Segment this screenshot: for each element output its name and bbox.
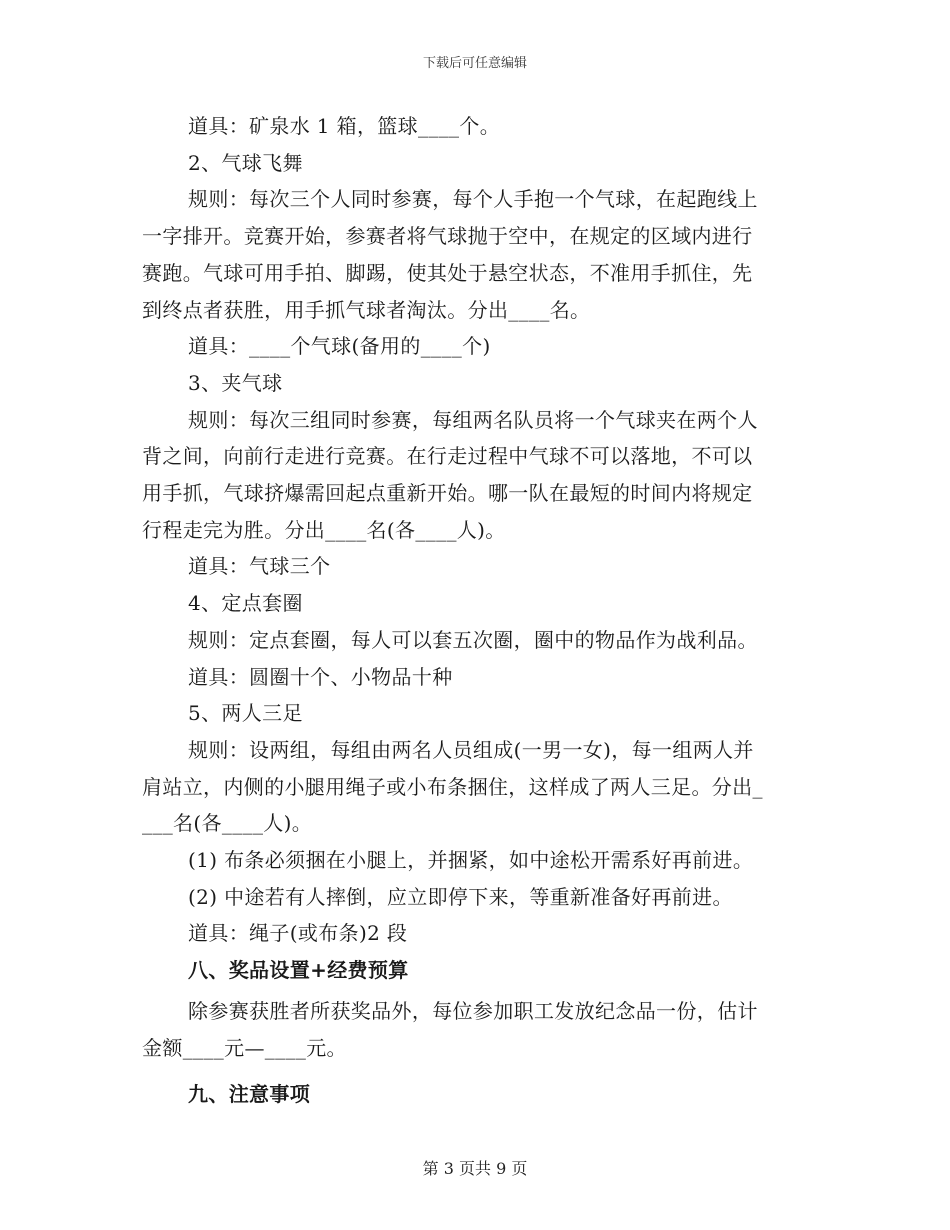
page-header: 下载后可任意编辑 xyxy=(422,56,527,71)
rules-paragraph-line: 规则：定点套圈，每人可以套五次圈，圈中的物品作为战利品。 xyxy=(188,627,758,652)
rules-paragraph-line: 行程走完为胜。分出____名(各____人)。 xyxy=(142,517,506,542)
rules-paragraph-line: 肩站立，内侧的小腿用绳子或小布条捆住，这样成了两人三足。分出_ xyxy=(142,774,763,799)
rules-paragraph-line: 到终点者获胜，用手抓气球者淘汰。分出____名。 xyxy=(142,297,591,322)
props-line: 道具：矿泉水 1 箱，篮球____个。 xyxy=(188,114,501,138)
rules-paragraph-line: 规则：每次三个人同时参赛，每个人手抱一个气球，在起跑线上 xyxy=(188,187,758,212)
section-heading-ring-toss: 4、定点套圈 xyxy=(188,591,303,616)
budget-paragraph-line: 金额____元—____元。 xyxy=(142,1035,347,1060)
rules-paragraph-line: ___名(各____人)。 xyxy=(142,811,313,836)
props-line: 道具：绳子(或布条)2 段 xyxy=(188,921,408,946)
rules-paragraph-line: 一字排开。竞赛开始，参赛者将气球抛于空中，在规定的区域内进行 xyxy=(142,224,753,249)
rules-paragraph-line: 赛跑。气球可用手拍、脚踢，使其处于悬空状态，不准用手抓住，先 xyxy=(142,260,753,285)
rules-paragraph-line: 用手抓，气球挤爆需回起点重新开始。哪一队在最短的时间内将规定 xyxy=(142,481,753,506)
numbered-note: (2) 中途若有人摔倒，应立即停下来，等重新准备好再前进。 xyxy=(188,884,733,909)
rules-paragraph-line: 规则：设两组，每组由两名人员组成(一男一女)，每一组两人并 xyxy=(188,737,754,762)
page-footer: 第 3 页共 9 页 xyxy=(422,1159,528,1178)
numbered-note: (1) 布条必须捆在小腿上，并捆紧，如中途松开需系好再前进。 xyxy=(188,848,754,873)
section-heading-prizes-budget: 八、奖品设置+经费预算 xyxy=(188,958,409,983)
section-heading-balloon-dance: 2、气球飞舞 xyxy=(188,150,303,175)
props-line: 道具：气球三个 xyxy=(188,554,331,579)
section-heading-clip-balloon: 3、夹气球 xyxy=(188,370,283,395)
rules-paragraph-line: 背之间，向前行走进行竞赛。在行走过程中气球不可以落地，不可以 xyxy=(142,444,753,469)
props-line: 道具：圆圈十个、小物品十种 xyxy=(188,664,453,689)
document-body xyxy=(142,108,812,1113)
rules-paragraph-line: 规则：每次三组同时参赛，每组两名队员将一个气球夹在两个人 xyxy=(188,407,758,432)
budget-paragraph-line: 除参赛获胜者所获奖品外，每位参加职工发放纪念品一份，估计 xyxy=(188,998,758,1023)
section-heading-three-legged: 5、两人三足 xyxy=(188,701,303,726)
section-heading-precautions: 九、注意事项 xyxy=(188,1082,311,1107)
props-line: 道具：____个气球(备用的____个) xyxy=(188,334,491,359)
